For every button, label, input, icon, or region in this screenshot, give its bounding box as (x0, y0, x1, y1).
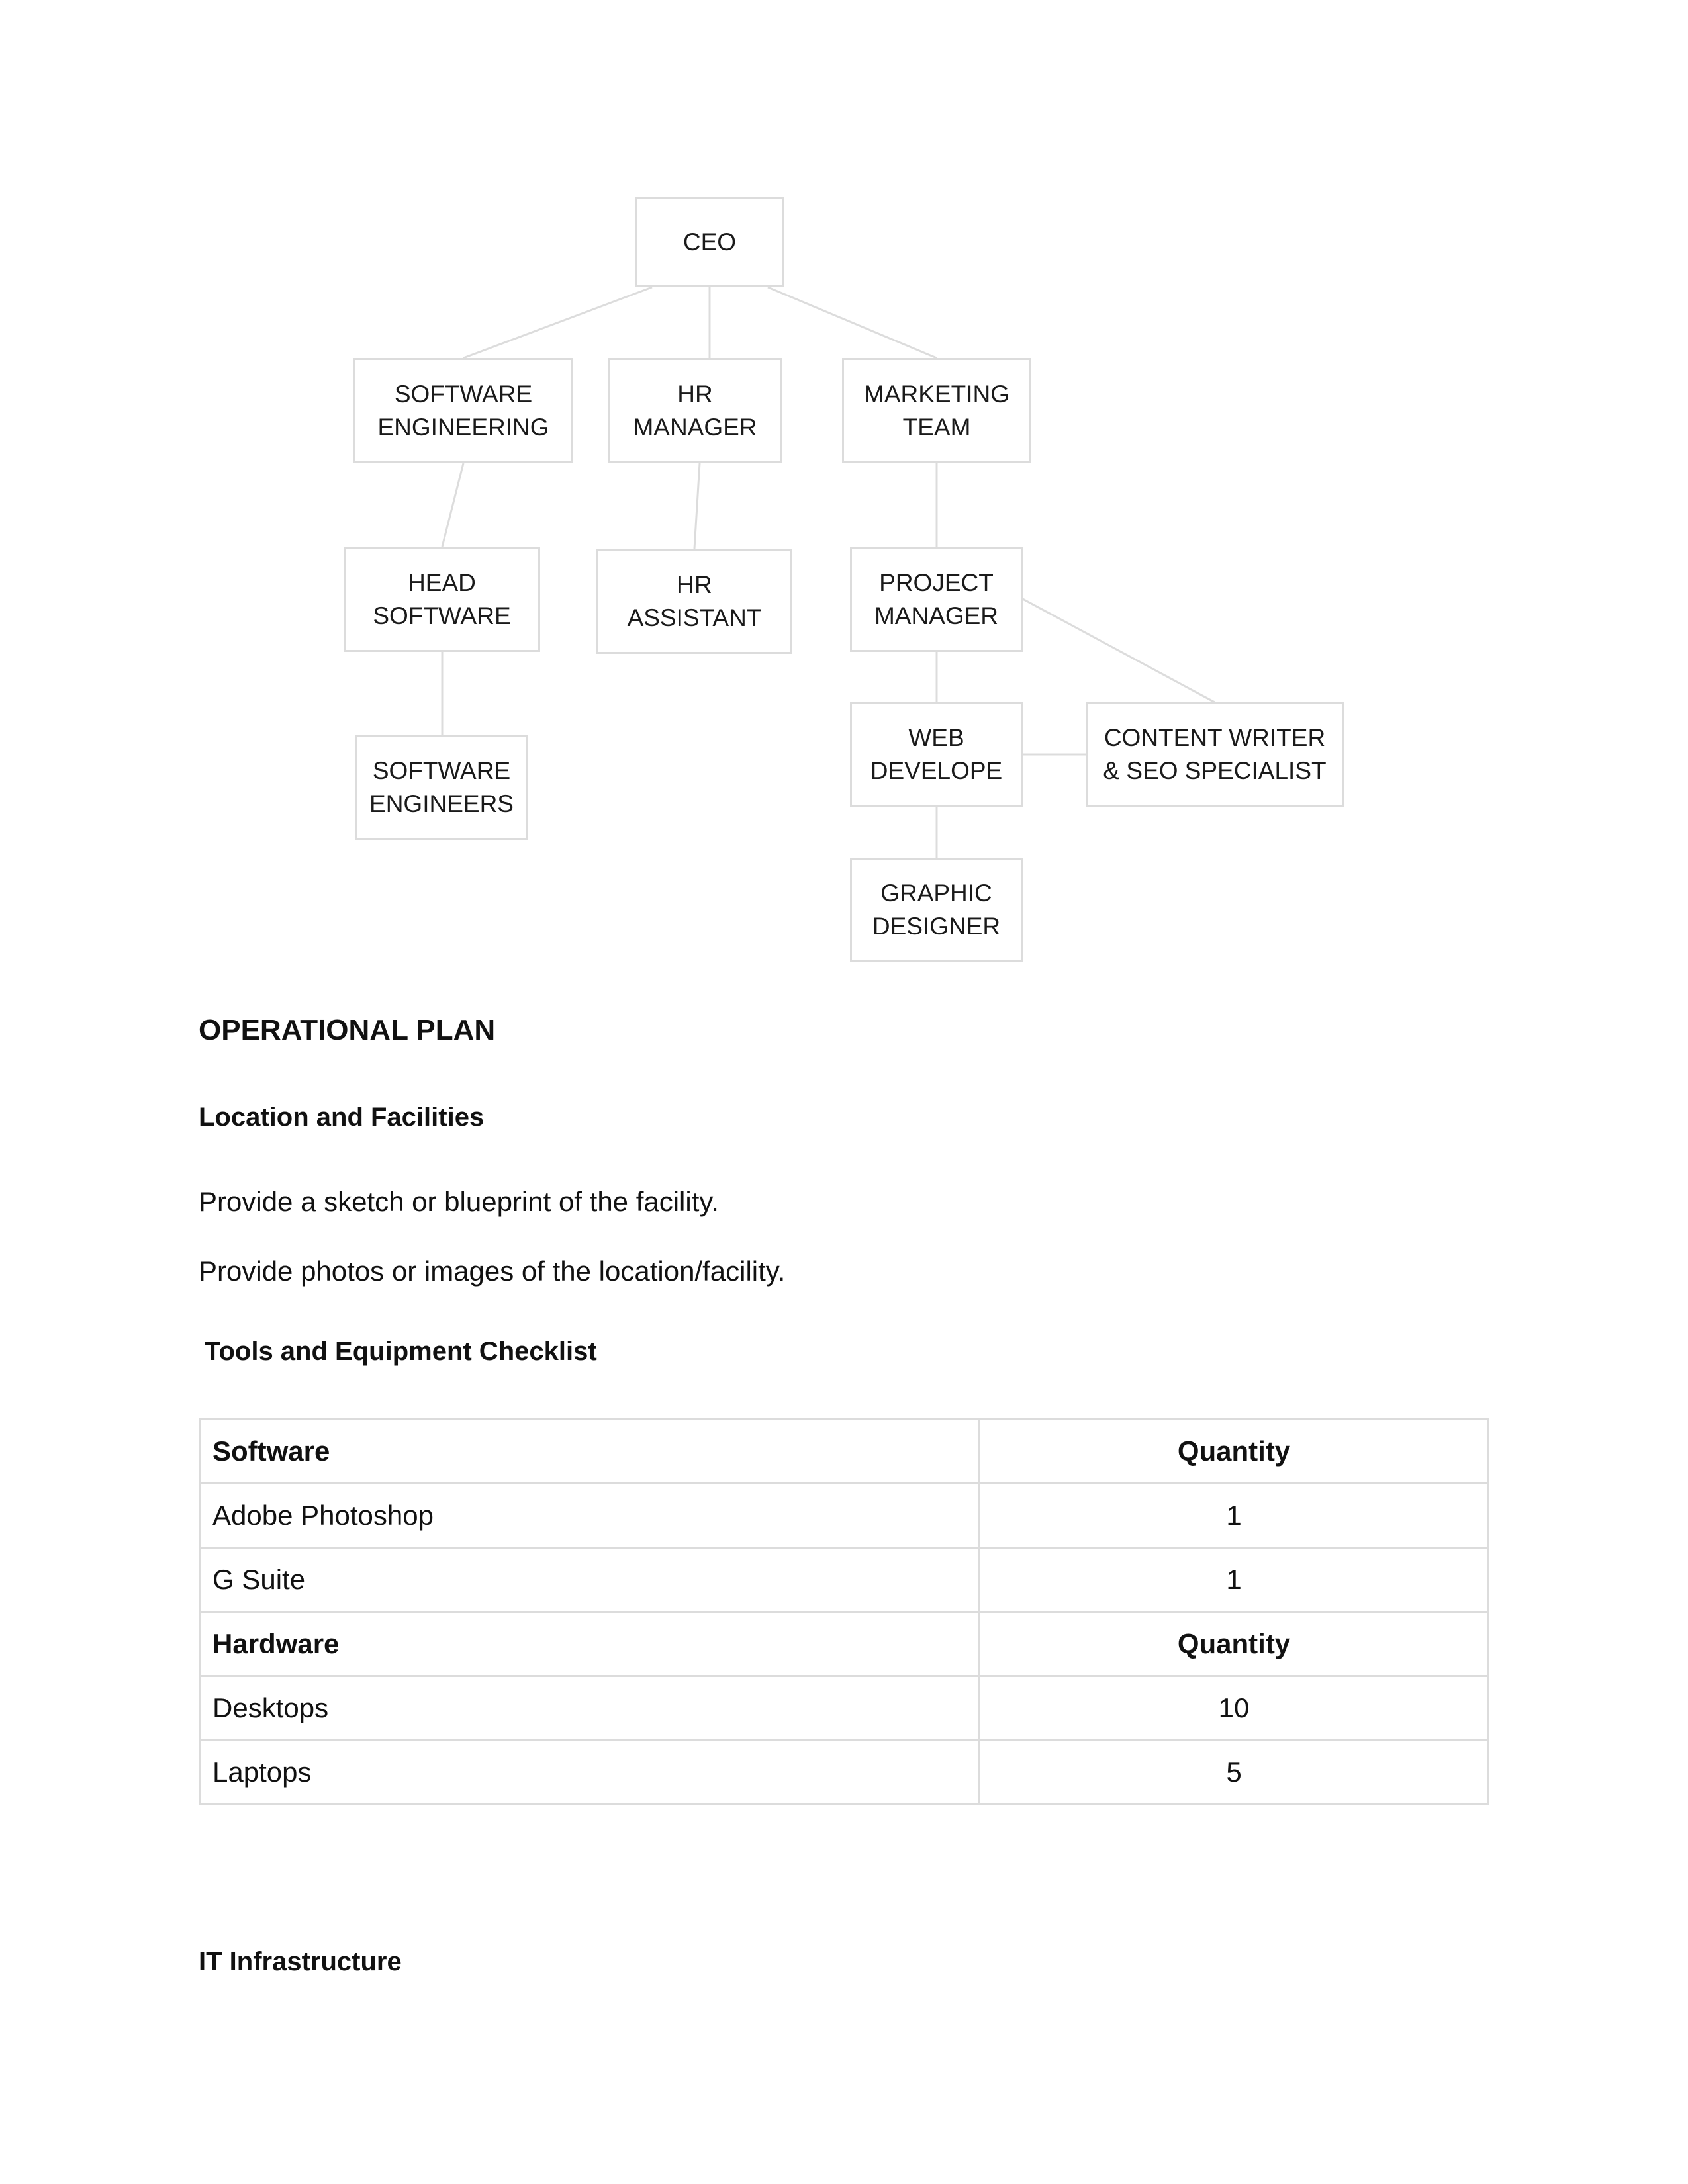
connector-pm-content (1023, 599, 1215, 702)
header-hardware: Hardware (200, 1612, 980, 1676)
org-chart-connectors (0, 0, 1688, 993)
connector-software-head (442, 463, 463, 547)
heading-tools-equipment: Tools and Equipment Checklist (205, 1337, 597, 1366)
item-name: G Suite (200, 1548, 980, 1612)
header-quantity: Quantity (980, 1420, 1489, 1484)
table-row (200, 1676, 1489, 1741)
heading-it-infrastructure: IT Infrastructure (199, 1947, 402, 1976)
org-node-project-manager: PROJECT MANAGER (850, 547, 1023, 652)
table-row (200, 1548, 1489, 1612)
header-quantity: Quantity (980, 1612, 1489, 1676)
connector-hr-assistant (694, 463, 700, 549)
table-row (200, 1484, 1489, 1548)
section-title-operational-plan: OPERATIONAL PLAN (199, 1014, 496, 1046)
item-quantity: 5 (980, 1741, 1489, 1805)
table-header-row (200, 1420, 1489, 1484)
item-name: Laptops (200, 1741, 980, 1805)
connector-ceo-software (463, 287, 652, 358)
heading-location-facilities: Location and Facilities (199, 1103, 485, 1132)
item-quantity: 10 (980, 1676, 1489, 1741)
org-node-hr-assistant: HR ASSISTANT (596, 549, 792, 654)
table-header-row (200, 1612, 1489, 1676)
org-node-ceo: CEO (635, 197, 784, 287)
item-name: Desktops (200, 1676, 980, 1741)
org-node-graphic-designer: GRAPHIC DESIGNER (850, 858, 1023, 962)
paragraph-sketch: Provide a sketch or blueprint of the facility. (199, 1186, 719, 1217)
org-node-software-engineering: SOFTWARE ENGINEERING (353, 358, 573, 463)
item-quantity: 1 (980, 1548, 1489, 1612)
org-node-hr-manager: HR MANAGER (608, 358, 782, 463)
connector-ceo-marketing (768, 287, 937, 358)
header-software: Software (200, 1420, 980, 1484)
item-quantity: 1 (980, 1484, 1489, 1548)
org-node-web-developer: WEB DEVELOPE (850, 702, 1023, 807)
org-node-marketing-team: MARKETING TEAM (842, 358, 1031, 463)
org-chart (0, 0, 1688, 993)
paragraph-photos: Provide photos or images of the location/facility. (199, 1255, 786, 1287)
equipment-checklist-table (199, 1418, 1489, 1805)
item-name: Adobe Photoshop (200, 1484, 980, 1548)
org-node-head-software: HEAD SOFTWARE (344, 547, 540, 652)
org-node-content-writer: CONTENT WRITER & SEO SPECIALIST (1086, 702, 1344, 807)
table-row (200, 1741, 1489, 1805)
org-node-software-engineers: SOFTWARE ENGINEERS (355, 735, 528, 840)
